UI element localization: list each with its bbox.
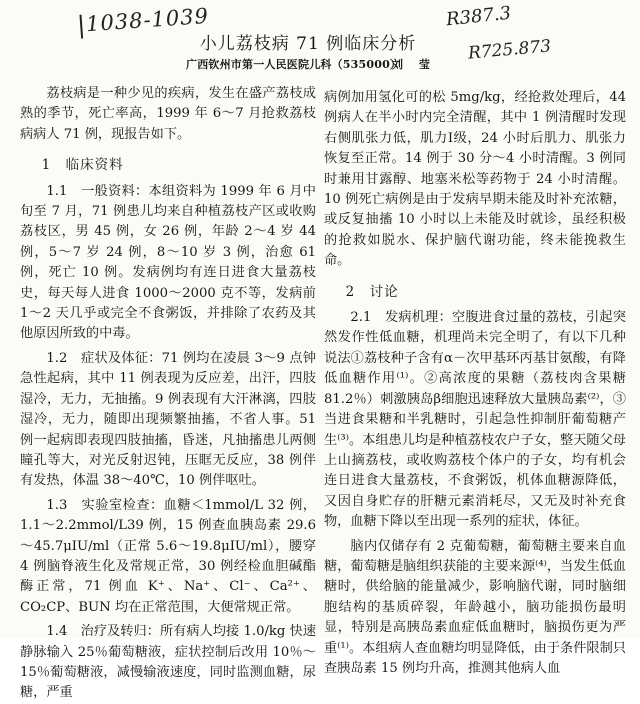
paragraph-1-4: 1.4 治疗及转归：所有病人均接 1.0/kg 快速静脉输入 25％葡萄糖液，症状控制后改用 10％～15％葡萄糖液，减慢输液速度，同时监测血糖，尿糖，严重 [20, 624, 316, 701]
handwritten-classification-1: R387.3 [445, 2, 513, 31]
section-heading-clinical-data: 1 临床资料 [41, 157, 124, 174]
paragraph-1-2: 1.2 症状及体征：71 例均在凌晨 3～9 点钟急性起病，其中 11 例表现为反应差，出汗，四肢湿冷，无力，无抽搐。9 例表现有大汗淋漓，四肢湿冷，无力，随即出现频繁抽搐，不省人事。51 例一起病即表现四肢抽搐，昏迷，凡抽搐患儿两侧瞳孔等大，对光反射迟钝，压眶无反应，38 例伴有发热，体温 38～40℃，10 例伴呕吐。 [20, 350, 316, 489]
article-title: 小儿荔枝病 71 例临床分析 [199, 34, 417, 55]
paragraph-1-4-continued: 病例加用氢化可的松 5mg/kg，经抢救处理后，44 例病人在半小时内完全清醒，其中 1 例清醒时发现右侧肌张力低，肌力Ⅰ级，24 小时后肌力、肌张力恢复至正常。14 例于 30 分～4 小时清醒。3 例同时兼用甘露醇、地塞米松等药物于 24 小时清醒。10 例死亡病例是由于发病早期未能及时补充浓糖，或反复抽搐 10 小时以上未能及时就诊，虽经积极的抢救如脱水、保护脑代谢功能，终未能挽救生命。 [324, 90, 626, 269]
handwritten-classification-2: R725.873 [467, 36, 552, 64]
handwritten-page-numbers: 1038-1039 [85, 3, 210, 37]
paragraph-2-1: 2.1 发病机理：空腹进食过量的荔枝，引起突然发作性低血糖，机理尚未完全明了，有以下几种说法①荔枝种子含有α－次甲基环丙基甘氨酸，有降低血糖作用⁽¹⁾。②高浓度的果糖（荔枝肉含果糖 81.2％）刺激胰岛β细胞迅速释放大量胰岛素⁽²⁾，③当进食果糖和半乳糖时，引起急性抑制肝葡萄糖产生⁽³⁾。本组患儿均是种植荔枝农户子女，整天随父母上山摘荔枝，或收购荔枝个体户的子女，均有机会连日进食大量荔枝，不食粥饭，机体血糖源降低，又因自身贮存的肝糖元素消耗尽，又无及时补充食物，血糖下降以至出现一系列的症状，体征。 [324, 310, 626, 530]
author-affiliation: 广西钦州市第一人民医院儿科（535000） [186, 58, 402, 71]
intro-paragraph: 荔枝病是一种少见的疾病，发生在盛产荔枝成熟的季节，死亡率高，1999 年 6～7 月抢救荔枝病病人 71 例，现报告如下。 [20, 86, 316, 142]
paragraph-2-2: 脑内仅储存有 2 克葡萄糖，葡萄糖主要来自血糖，葡萄糖是脑组织获能的主要来源⁽⁴⁾，当发生低血糖时，供给脑的能量减少，影响脑代谢，同时脑细胞结构的基质碎裂，年龄越小，脑功能损伤最明显，特别是高胰岛素血症低血糖时，脑损伤更为严重⁽¹⁾。本组病人查血糖均明显降低，由于条件限制只查胰岛素 15 例均升高，推测其他病人血 [324, 538, 626, 676]
left-column [20, 84, 316, 701]
paragraph-1-1: 1.1 一般资料：本组资料为 1999 年 6 月中旬至 7 月，71 例患儿均来自种植荔枝产区或收购荔枝区，男 45 例，女 26 例，年龄 2～4 岁 44 例，5～7 岁 24 例，8～10 岁 3 例，治愈 61 例，死亡 10 例。发病例均有连日进食大量荔枝史，每天每人进食 1000～2000 克不等，发病前 1～2 天几乎或完全不食粥饭，并排除了农药及其他原因所致的中毒。 [20, 183, 316, 342]
author-name: 刘 莹 [392, 58, 436, 71]
paragraph-1-3: 1.3 实验室检查：血糖＜1mmol/L 32 例，1.1～2.2mmol/L39 例，15 例查血胰岛素 29.6～45.7μIU/ml（正常 5.6～19.8μIU/ml），腰穿 4 例脑脊液生化及常规正常，30 例经检血胆碱酯酶正常，71 例血 K⁺、Na⁺、Cl⁻、Ca²⁺、CO₂CP、BUN 均在正常范围，大便常规正常。 [20, 497, 316, 615]
section-heading-discussion: 2 讨论 [345, 283, 399, 300]
right-column [324, 88, 626, 676]
